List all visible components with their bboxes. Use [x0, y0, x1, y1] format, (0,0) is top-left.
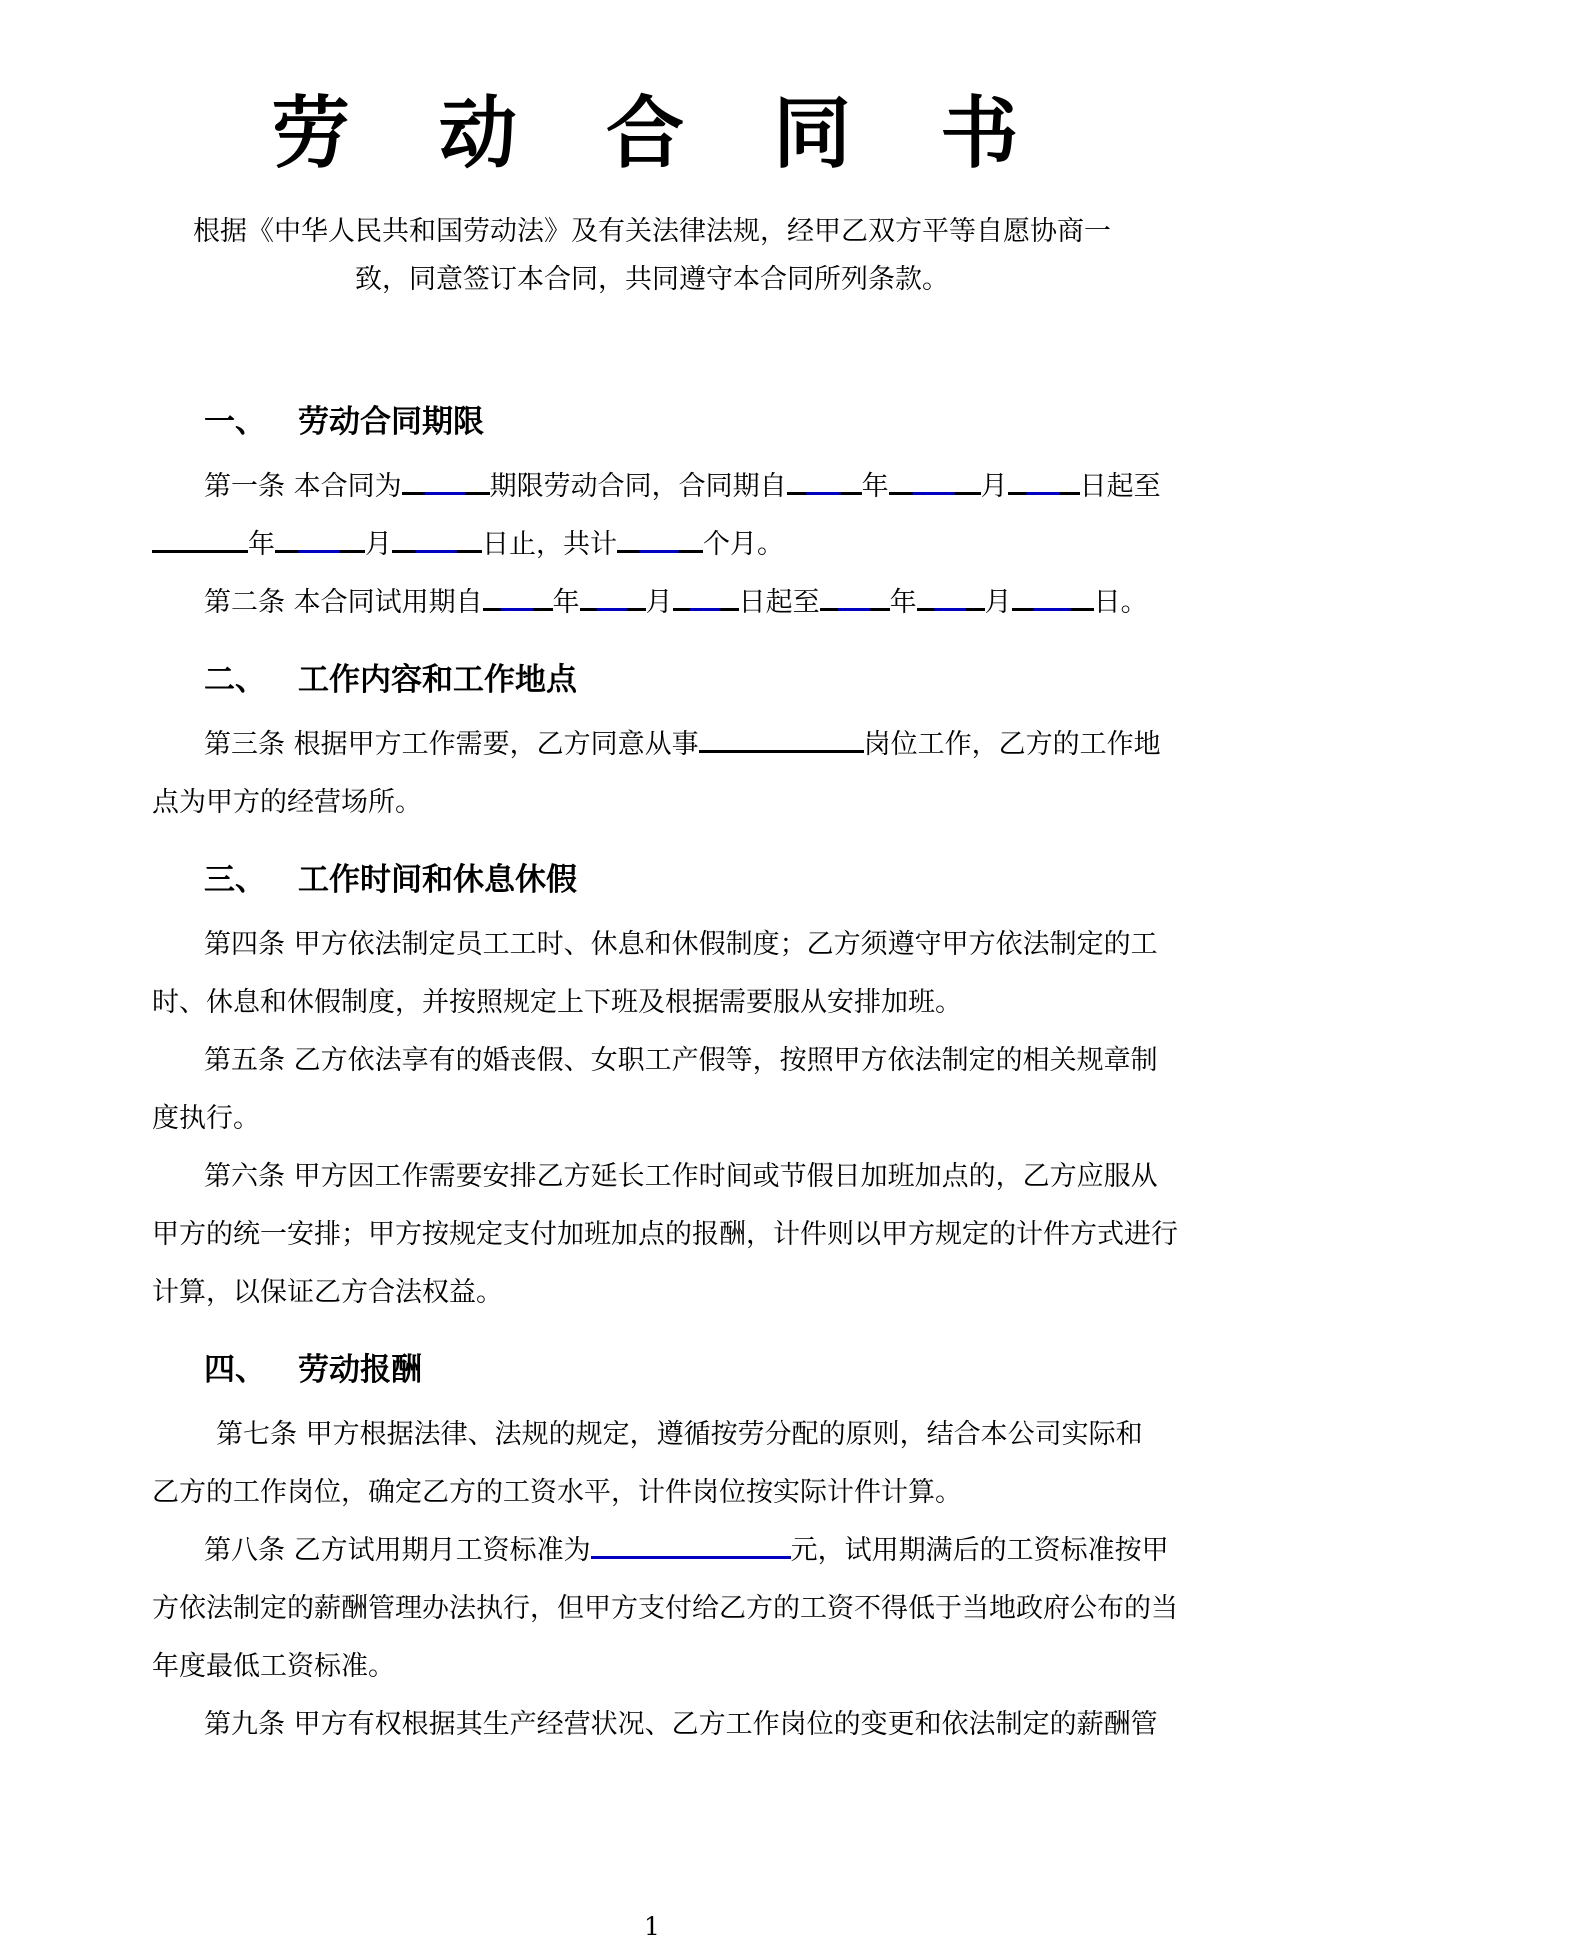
clause-text: 第一条 本合同为 [204, 471, 402, 502]
intro-line-1: 根据《中华人民共和国劳动法》及有关法律法规，经甲乙双方平等自愿协商一 [193, 216, 1111, 247]
clause-text: 日起至 [738, 587, 820, 618]
clause-text: 第五条 乙方依法享有的婚丧假、女职工产假等，按照甲方依法制定的相关规章制 [204, 1045, 1158, 1076]
clause-line [152, 974, 1152, 1032]
clause-text: 月 [980, 471, 1008, 502]
intro-line-2: 致，同意签订本合同，共同遵守本合同所列条款。 [355, 264, 949, 295]
clause-paragraph [152, 458, 1161, 574]
section-title: 劳动报酬 [298, 1352, 422, 1388]
clause-text: 第六条 甲方因工作需要安排乙方延长工作时间或节假日加班加点的，乙方应服从 [204, 1161, 1158, 1192]
section-title: 劳动合同期限 [298, 404, 484, 440]
section-number: 二、 [204, 662, 266, 698]
clause-text: 计算，以保证乙方合法权益。 [152, 1277, 503, 1308]
clause-text: 第八条 乙方试用期月工资标准为 [204, 1535, 591, 1566]
clause-line [152, 1638, 1152, 1696]
clause-text: 方依法制定的薪酬管理办法执行，但甲方支付给乙方的工资不得低于当地政府公布的当 [152, 1593, 1178, 1624]
fill-in-blank [483, 588, 553, 611]
contract-body [152, 400, 1178, 1754]
fill-in-blank [1008, 472, 1080, 495]
clause-line [152, 1032, 1158, 1090]
clause-text: 月 [365, 529, 392, 560]
clause-paragraph [152, 1148, 1178, 1322]
clause-text: 岗位工作，乙方的工作地 [863, 729, 1161, 760]
clause-line [152, 1148, 1158, 1206]
fill-in-blank [673, 588, 739, 611]
fill-in-blank [275, 530, 365, 553]
clause-paragraph [152, 916, 1158, 1032]
clause-text: 月 [645, 587, 673, 618]
clause-text: 年度最低工资标准。 [152, 1651, 395, 1682]
clause-text: 月 [984, 587, 1012, 618]
section-heading [152, 858, 1152, 902]
clause-line [152, 1406, 1152, 1464]
clause-paragraph [152, 716, 1161, 832]
fill-in-blank [699, 727, 864, 753]
clause-paragraph [152, 1696, 1158, 1754]
fill-in-blank [402, 472, 490, 495]
clause-line [152, 774, 1152, 832]
clause-text: 第四条 甲方依法制定员工工时、休息和休假制度；乙方须遵守甲方依法制定的工 [204, 929, 1158, 960]
clause-line [152, 916, 1158, 974]
clause-text: 年 [861, 471, 889, 502]
section-heading [152, 658, 1152, 702]
section-title: 工作内容和工作地点 [298, 662, 577, 698]
clause-text: 个月。 [703, 529, 784, 560]
clause-text: 年 [889, 587, 917, 618]
clause-text: 甲方的统一安排；甲方按规定支付加班加点的报酬，计件则以甲方规定的计件方式进行 [152, 1219, 1178, 1250]
clause-text: 点为甲方的经营场所。 [152, 787, 422, 818]
clause-text: 期限劳动合同，合同期自 [489, 471, 787, 502]
content-column [152, 0, 1178, 1754]
clause-line [152, 458, 1161, 516]
page-number: 1 [644, 1912, 660, 1941]
clause-paragraph [152, 1406, 1152, 1522]
clause-text: 元，试用期满后的工资标准按甲 [790, 1535, 1169, 1566]
fill-in-blank [392, 530, 482, 553]
clause-paragraph [152, 574, 1152, 632]
clause-text: 第二条 本合同试用期自 [204, 587, 483, 618]
fill-in-blank [580, 588, 646, 611]
clause-paragraph [152, 1032, 1158, 1148]
clause-text: 年 [248, 529, 275, 560]
intro-paragraph [152, 208, 1152, 304]
clause-text: 日。 [1093, 587, 1148, 618]
clause-paragraph [152, 1522, 1178, 1696]
section-heading [152, 400, 1152, 444]
fill-in-blank [1012, 588, 1094, 611]
fill-in-blank [889, 472, 981, 495]
clause-text: 日止，共计 [482, 529, 617, 560]
section-number: 三、 [204, 862, 266, 898]
clause-line [152, 1464, 1152, 1522]
section-number: 一、 [204, 404, 266, 440]
clause-line [152, 1696, 1158, 1754]
fill-in-blank [152, 527, 248, 553]
clause-text: 第七条 甲方根据法律、法规的规定，遵循按劳分配的原则，结合本公司实际和 [216, 1419, 1143, 1450]
clause-line [152, 574, 1152, 632]
fill-in-blank [591, 1533, 791, 1559]
clause-line [152, 1580, 1178, 1638]
clause-text: 日起至 [1079, 471, 1161, 502]
section-number: 四、 [204, 1352, 266, 1388]
fill-in-blank [917, 588, 985, 611]
clause-text: 第九条 甲方有权根据其生产经营状况、乙方工作岗位的变更和依法制定的薪酬管 [204, 1709, 1158, 1740]
fill-in-blank [787, 472, 862, 495]
contract-title: 劳 动 合 同 书 [271, 89, 1033, 179]
clause-line [152, 1522, 1169, 1580]
clause-text: 度执行。 [152, 1103, 260, 1134]
clause-text: 第三条 根据甲方工作需要，乙方同意从事 [204, 729, 699, 760]
fill-in-blank [617, 530, 703, 553]
section-title: 工作时间和休息休假 [298, 862, 577, 898]
fill-in-blank [820, 588, 890, 611]
clause-text: 时、休息和休假制度，并按照规定上下班及根据需要服从安排加班。 [152, 987, 962, 1018]
clause-line [152, 1090, 1152, 1148]
clause-text: 乙方的工作岗位，确定乙方的工资水平，计件岗位按实际计件计算。 [152, 1477, 962, 1508]
clause-line [152, 1264, 1152, 1322]
clause-text: 年 [552, 587, 580, 618]
clause-line [152, 516, 1152, 574]
clause-line [152, 1206, 1178, 1264]
section-heading [152, 1348, 1152, 1392]
clause-line [152, 716, 1161, 774]
